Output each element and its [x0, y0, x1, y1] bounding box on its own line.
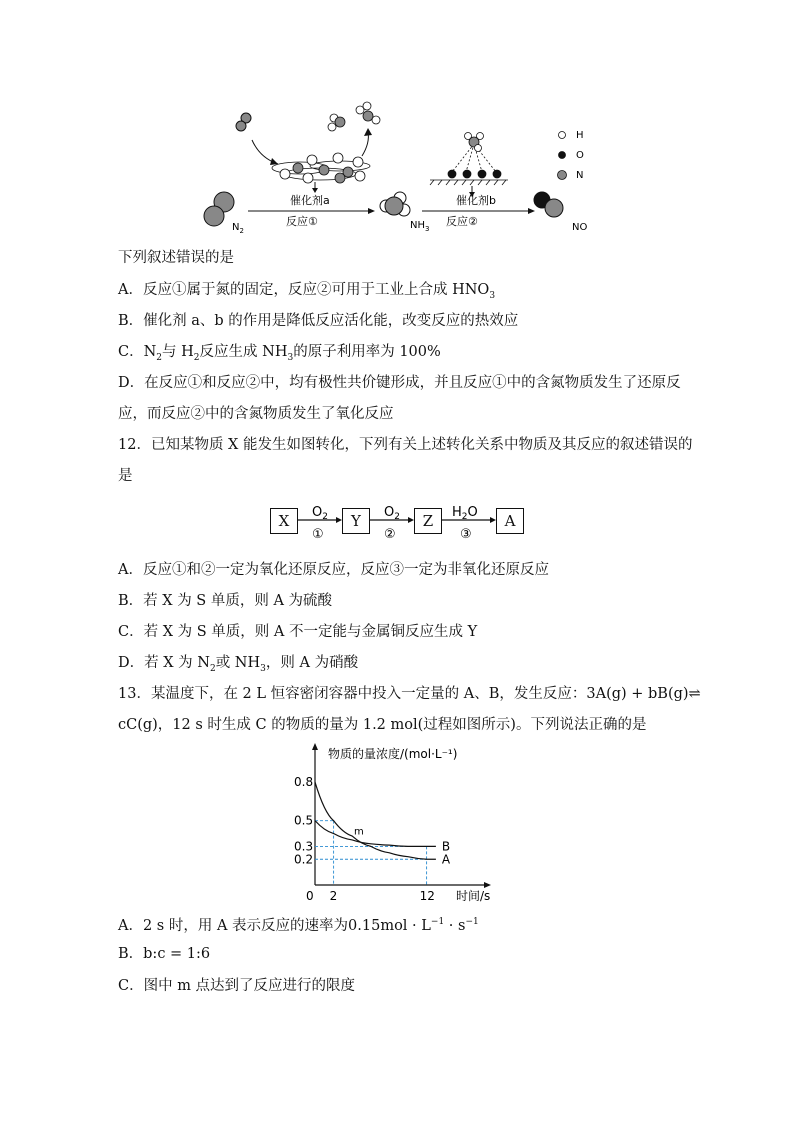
point-m-label: m — [354, 826, 364, 838]
chain-arrows — [270, 500, 526, 544]
svg-text:②: ② — [384, 527, 396, 542]
x-tick-label: 12 — [419, 889, 435, 903]
y-axis-label: 物质的量浓度/(mol·L⁻¹) — [328, 747, 458, 761]
series-line-A — [315, 782, 436, 859]
q11-option-b: B．催化剂 a、b 的作用是降低反应活化能，改变反应的热效应 — [118, 313, 519, 329]
q12-option-d: D．若 X 为 $N_2$或 $NH_3$，则 A 为硝酸 — [118, 655, 359, 674]
q13-option-a: A．2 s 时，用 A 表示反应的速率为$0.15mol \cdot L^{-1} \cdot s^{-1}$ — [118, 917, 479, 934]
nh3-label: $NH_3$ — [410, 220, 430, 233]
q12-conversion-chain — [270, 500, 526, 544]
q13-option-c: C．图中 m 点达到了反应进行的限度 — [118, 978, 356, 994]
q12-stem-line2: 是 — [118, 468, 133, 484]
x-tick-label: 0 — [306, 889, 314, 903]
q13-stem-line1: 13．某温度下，在 2 L 恒容密闭容器中投入一定量的 A、B，发生反应：3A(g) + bB(g)⇌ — [118, 686, 701, 702]
svg-text:O2: $O_2$ — [312, 505, 328, 522]
no-label: NO — [572, 222, 588, 233]
catalyst-b-label: 催化剂b — [456, 194, 496, 207]
svg-text:O2: $O_2$ — [384, 505, 400, 522]
series-line-B — [315, 821, 436, 847]
q12-option-b: B．若 X 为 S 单质，则 A 为硫酸 — [118, 593, 333, 609]
svg-text:N: N — [576, 170, 584, 181]
box-a: A — [496, 508, 524, 534]
reaction1-label: 反应① — [286, 215, 318, 228]
n2-label: $N_2$ — [232, 222, 244, 235]
q11-stem: 下列叙述错误的是 — [118, 250, 234, 266]
y-tick-label: 0.8 — [294, 775, 314, 790]
q12-option-a: A．反应①和②一定为氧化还原反应，反应③一定为非氧化还原反应 — [118, 562, 549, 578]
q11-option-d-line2: 应，而反应②中的含氮物质发生了氧化反应 — [118, 406, 394, 422]
q11-option-c: C．$N_2$与 $H_2$反应生成 $NH_3$的原子利用率为 100% — [118, 344, 441, 363]
box-x: X — [270, 508, 298, 534]
x-tick-label: 2 — [329, 889, 338, 903]
svg-text:H: H — [576, 130, 584, 141]
q12-stem-line1: 12．已知某物质 X 能发生如图转化，下列有关上述转化关系中物质及其反应的叙述错误的 — [118, 437, 693, 453]
reaction2-label: 反应② — [446, 215, 478, 228]
q13-stem-line2: cC(g)，12 s 时生成 C 的物质的量为 1.2 mol(过程如图所示)。下列说法正确的是 — [118, 717, 647, 733]
svg-text:H2O: $H_2O$ — [452, 505, 478, 522]
y-tick-label: 0.2 — [294, 852, 314, 867]
series-label-A: A — [441, 852, 451, 867]
box-y: Y — [342, 508, 370, 534]
box-z: Z — [414, 508, 442, 534]
svg-text:①: ① — [312, 527, 324, 542]
q11-option-d-line1: D．在反应①和反应②中，均有极性共价键形成，并且反应①中的含氮物质发生了还原反 — [118, 375, 681, 391]
q12-option-c: C．若 X 为 S 单质，则 A 不一定能与金属铜反应生成 Y — [118, 624, 478, 640]
x-axis-label: 时间/s — [456, 889, 491, 903]
y-tick-label: 0.3 — [294, 839, 314, 854]
y-tick-label: 0.5 — [294, 813, 314, 828]
q11-reaction-figure — [190, 98, 610, 238]
q13-option-b: B．b:c = 1:6 — [118, 946, 211, 962]
q13-concentration-chart — [290, 742, 510, 904]
catalyst-a-label: 催化剂a — [290, 194, 330, 207]
atom-legend — [558, 130, 585, 181]
svg-text:③: ③ — [460, 527, 472, 542]
svg-text:O: O — [576, 150, 584, 161]
series-label-B: B — [441, 839, 451, 854]
q11-option-a: A．反应①属于氮的固定，反应②可用于工业上合成 $HNO_3$ — [118, 282, 496, 301]
